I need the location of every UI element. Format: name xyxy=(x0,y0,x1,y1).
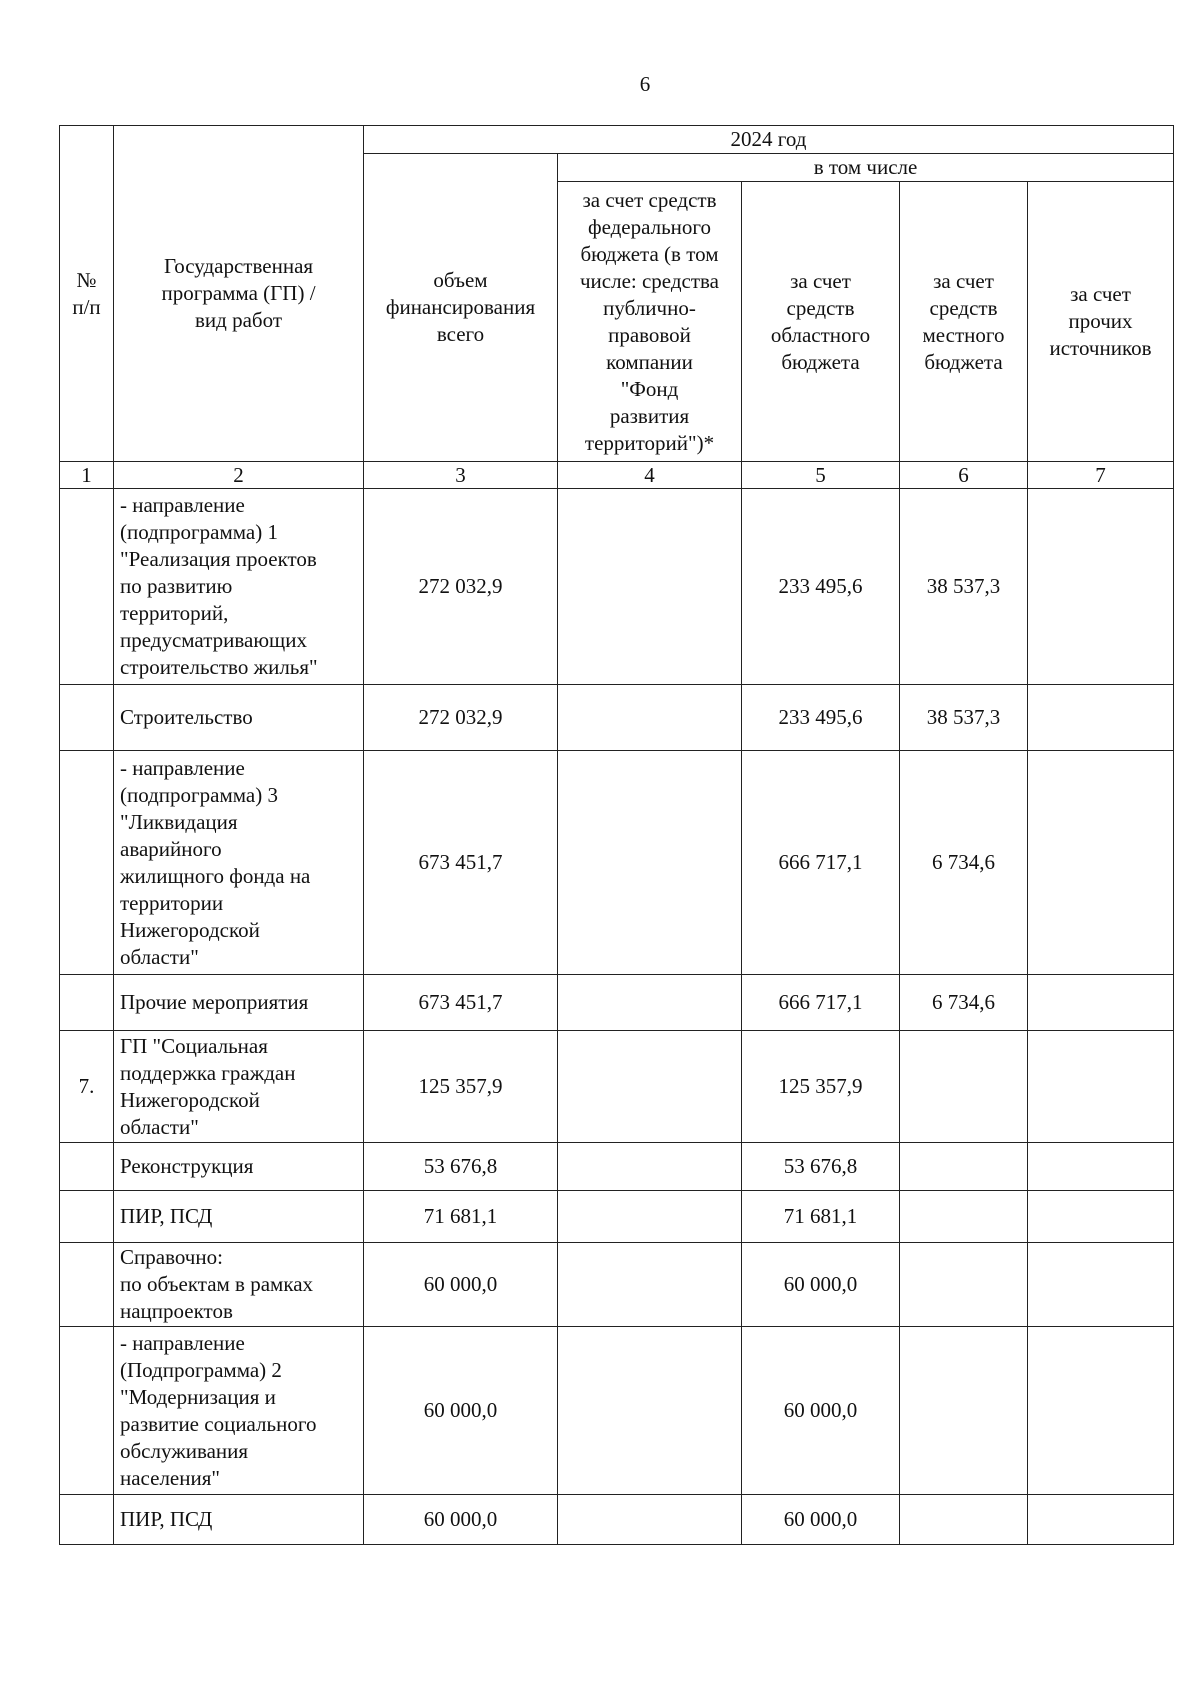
row-total: 60 000,0 xyxy=(364,1327,558,1495)
row-regional: 233 495,6 xyxy=(742,489,900,685)
row-local xyxy=(900,1327,1028,1495)
budget-table xyxy=(59,125,1174,1545)
row-regional: 233 495,6 xyxy=(742,685,900,751)
header-regional: за счет средств областного бюджета xyxy=(742,182,900,462)
row-total: 60 000,0 xyxy=(364,1495,558,1545)
row-number xyxy=(60,1191,114,1243)
row-local xyxy=(900,1031,1028,1143)
row-regional: 60 000,0 xyxy=(742,1495,900,1545)
row-federal xyxy=(558,1495,742,1545)
row-number: 7. xyxy=(60,1031,114,1143)
column-number: 1 xyxy=(60,462,114,489)
row-name: - направление (подпрограмма) 3 "Ликвидация аварийного жилищного фонда на территории Нижегородской области" xyxy=(114,751,364,975)
row-total: 272 032,9 xyxy=(364,489,558,685)
row-federal xyxy=(558,1327,742,1495)
row-other xyxy=(1028,489,1174,685)
row-local: 38 537,3 xyxy=(900,685,1028,751)
row-regional: 666 717,1 xyxy=(742,975,900,1031)
table-row xyxy=(60,1143,1174,1191)
row-number xyxy=(60,1327,114,1495)
row-federal xyxy=(558,1031,742,1143)
row-other xyxy=(1028,975,1174,1031)
row-name: ПИР, ПСД xyxy=(114,1495,364,1545)
row-other xyxy=(1028,1243,1174,1327)
column-number: 2 xyxy=(114,462,364,489)
row-other xyxy=(1028,685,1174,751)
row-total: 60 000,0 xyxy=(364,1243,558,1327)
row-federal xyxy=(558,975,742,1031)
header-federal: за счет средств федерального бюджета (в том числе: средства публично- правовой компании "Фонд развития территорий")* xyxy=(558,182,742,462)
row-number xyxy=(60,489,114,685)
row-number xyxy=(60,975,114,1031)
column-number: 4 xyxy=(558,462,742,489)
row-number xyxy=(60,1243,114,1327)
header-including: в том числе xyxy=(558,154,1174,182)
table-row xyxy=(60,1327,1174,1495)
column-number: 5 xyxy=(742,462,900,489)
row-number xyxy=(60,1495,114,1545)
row-federal xyxy=(558,1243,742,1327)
row-other xyxy=(1028,751,1174,975)
table-row xyxy=(60,975,1174,1031)
table-row xyxy=(60,1495,1174,1545)
row-local xyxy=(900,1243,1028,1327)
header-number: № п/п xyxy=(60,126,114,462)
row-name: ГП "Социальная поддержка граждан Нижегородской области" xyxy=(114,1031,364,1143)
row-other xyxy=(1028,1495,1174,1545)
table-row xyxy=(60,1031,1174,1143)
header-other: за счет прочих источников xyxy=(1028,182,1174,462)
row-total: 71 681,1 xyxy=(364,1191,558,1243)
row-name: Прочие мероприятия xyxy=(114,975,364,1031)
header-total: объем финансирования всего xyxy=(364,154,558,462)
row-number xyxy=(60,685,114,751)
row-local: 6 734,6 xyxy=(900,975,1028,1031)
row-total: 53 676,8 xyxy=(364,1143,558,1191)
table-row xyxy=(60,1191,1174,1243)
row-name: ПИР, ПСД xyxy=(114,1191,364,1243)
row-total: 673 451,7 xyxy=(364,751,558,975)
table-row xyxy=(60,1243,1174,1327)
row-federal xyxy=(558,751,742,975)
row-regional: 666 717,1 xyxy=(742,751,900,975)
row-other xyxy=(1028,1191,1174,1243)
row-federal xyxy=(558,489,742,685)
row-total: 125 357,9 xyxy=(364,1031,558,1143)
row-name: - направление (Подпрограмма) 2 "Модернизация и развитие социального обслуживания населения" xyxy=(114,1327,364,1495)
row-local xyxy=(900,1143,1028,1191)
row-regional: 60 000,0 xyxy=(742,1243,900,1327)
table-row xyxy=(60,489,1174,685)
row-regional: 60 000,0 xyxy=(742,1327,900,1495)
row-local: 6 734,6 xyxy=(900,751,1028,975)
header-local: за счет средств местного бюджета xyxy=(900,182,1028,462)
row-regional: 125 357,9 xyxy=(742,1031,900,1143)
row-local xyxy=(900,1495,1028,1545)
row-federal xyxy=(558,1143,742,1191)
row-total: 673 451,7 xyxy=(364,975,558,1031)
row-other xyxy=(1028,1031,1174,1143)
row-federal xyxy=(558,685,742,751)
row-local xyxy=(900,1191,1028,1243)
table-row xyxy=(60,751,1174,975)
row-federal xyxy=(558,1191,742,1243)
row-regional: 71 681,1 xyxy=(742,1191,900,1243)
page-number: 6 xyxy=(639,72,651,96)
row-name: Справочно: по объектам в рамках нацпроектов xyxy=(114,1243,364,1327)
column-number: 7 xyxy=(1028,462,1174,489)
row-other xyxy=(1028,1327,1174,1495)
column-number: 6 xyxy=(900,462,1028,489)
row-name: Строительство xyxy=(114,685,364,751)
row-regional: 53 676,8 xyxy=(742,1143,900,1191)
row-local: 38 537,3 xyxy=(900,489,1028,685)
row-other xyxy=(1028,1143,1174,1191)
row-number xyxy=(60,751,114,975)
header-program: Государственная программа (ГП) / вид работ xyxy=(114,126,364,462)
table-row xyxy=(60,685,1174,751)
row-total: 272 032,9 xyxy=(364,685,558,751)
column-number-row xyxy=(60,462,1174,489)
row-number xyxy=(60,1143,114,1191)
row-name: Реконструкция xyxy=(114,1143,364,1191)
header-year: 2024 год xyxy=(364,126,1174,154)
row-name: - направление (подпрограмма) 1 "Реализация проектов по развитию территорий, предусматривающих строительство жилья" xyxy=(114,489,364,685)
column-number: 3 xyxy=(364,462,558,489)
